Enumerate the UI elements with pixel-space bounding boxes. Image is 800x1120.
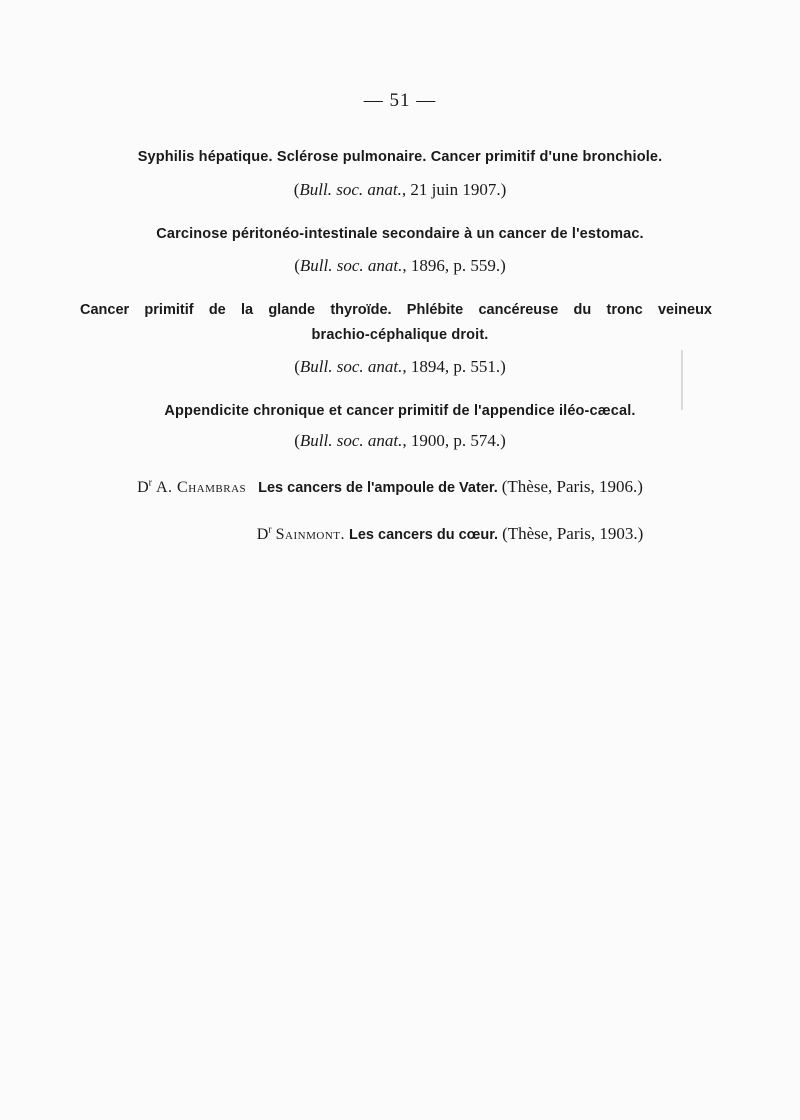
entry-4-citation (0, 431, 800, 451)
title-word: thyroïde. (330, 302, 392, 318)
citation-rest: , 1894, p. 551.) (402, 357, 506, 376)
doctor-sup: r (148, 477, 152, 489)
entry-4-title: Appendicite chronique et cancer primitif de l'appendice iléo-cæcal. (164, 403, 636, 419)
entry-2-citation (0, 256, 800, 276)
title-word: cancéreuse (478, 302, 559, 318)
doctor-abbrev (257, 526, 272, 543)
thesis-details: (Thèse, Paris, 1903.) (502, 524, 644, 543)
doctor-letter: D (137, 479, 149, 496)
entry-3-title-line-2: brachio-céphalique droit. (311, 327, 489, 343)
thesis-title: Les cancers du cœur. (348, 527, 499, 543)
citation-rest: , 1900, p. 574.) (402, 431, 506, 450)
title-word: veineux (657, 302, 712, 318)
citation-rest: , 21 juin 1907.) (401, 180, 507, 199)
thesis-author: Sainmont. (275, 526, 345, 543)
doctor-sup: r (268, 524, 272, 536)
thesis-1 (0, 477, 790, 497)
title-word: du (573, 302, 592, 318)
thesis-2 (50, 524, 800, 544)
entry-3-title-line-1 (80, 302, 712, 318)
thesis-author: A. Chambras (156, 479, 247, 496)
title-word: primitif (144, 302, 194, 318)
citation-journal: Bull. soc. anat. (299, 180, 402, 199)
thesis-details: (Thèse, Paris, 1906.) (501, 477, 643, 496)
doctor-letter: D (256, 526, 269, 543)
citation-open: ( (293, 180, 300, 199)
title-word: glande (268, 302, 316, 318)
citation-open: ( (294, 256, 300, 275)
entry-2-title: Carcinose péritonéo-intestinale secondaire à un cancer de l'estomac. (156, 226, 644, 242)
citation-open: ( (294, 357, 300, 376)
entry-1-citation (0, 180, 800, 200)
title-word: la (240, 302, 254, 318)
title-word: Cancer (80, 302, 130, 318)
page-number: — 51 — (363, 90, 437, 111)
citation-journal: Bull. soc. anat. (299, 357, 403, 376)
title-word: de (208, 302, 226, 318)
doctor-abbrev (137, 479, 152, 496)
entry-1-title: Syphilis hépatique. Sclérose pulmonaire. Cancer primitif d'une bronchiole. (137, 149, 663, 165)
citation-journal: Bull. soc. anat. (299, 256, 403, 275)
entry-3-citation (0, 357, 800, 377)
citation-rest: , 1896, p. 559.) (402, 256, 506, 275)
title-word: Phlébite (406, 302, 464, 318)
thesis-title: Les cancers de l'ampoule de Vater. (258, 480, 498, 496)
citation-journal: Bull. soc. anat. (299, 431, 403, 450)
title-word: tronc (606, 302, 643, 318)
margin-mark (681, 350, 683, 410)
citation-open: ( (294, 431, 300, 450)
